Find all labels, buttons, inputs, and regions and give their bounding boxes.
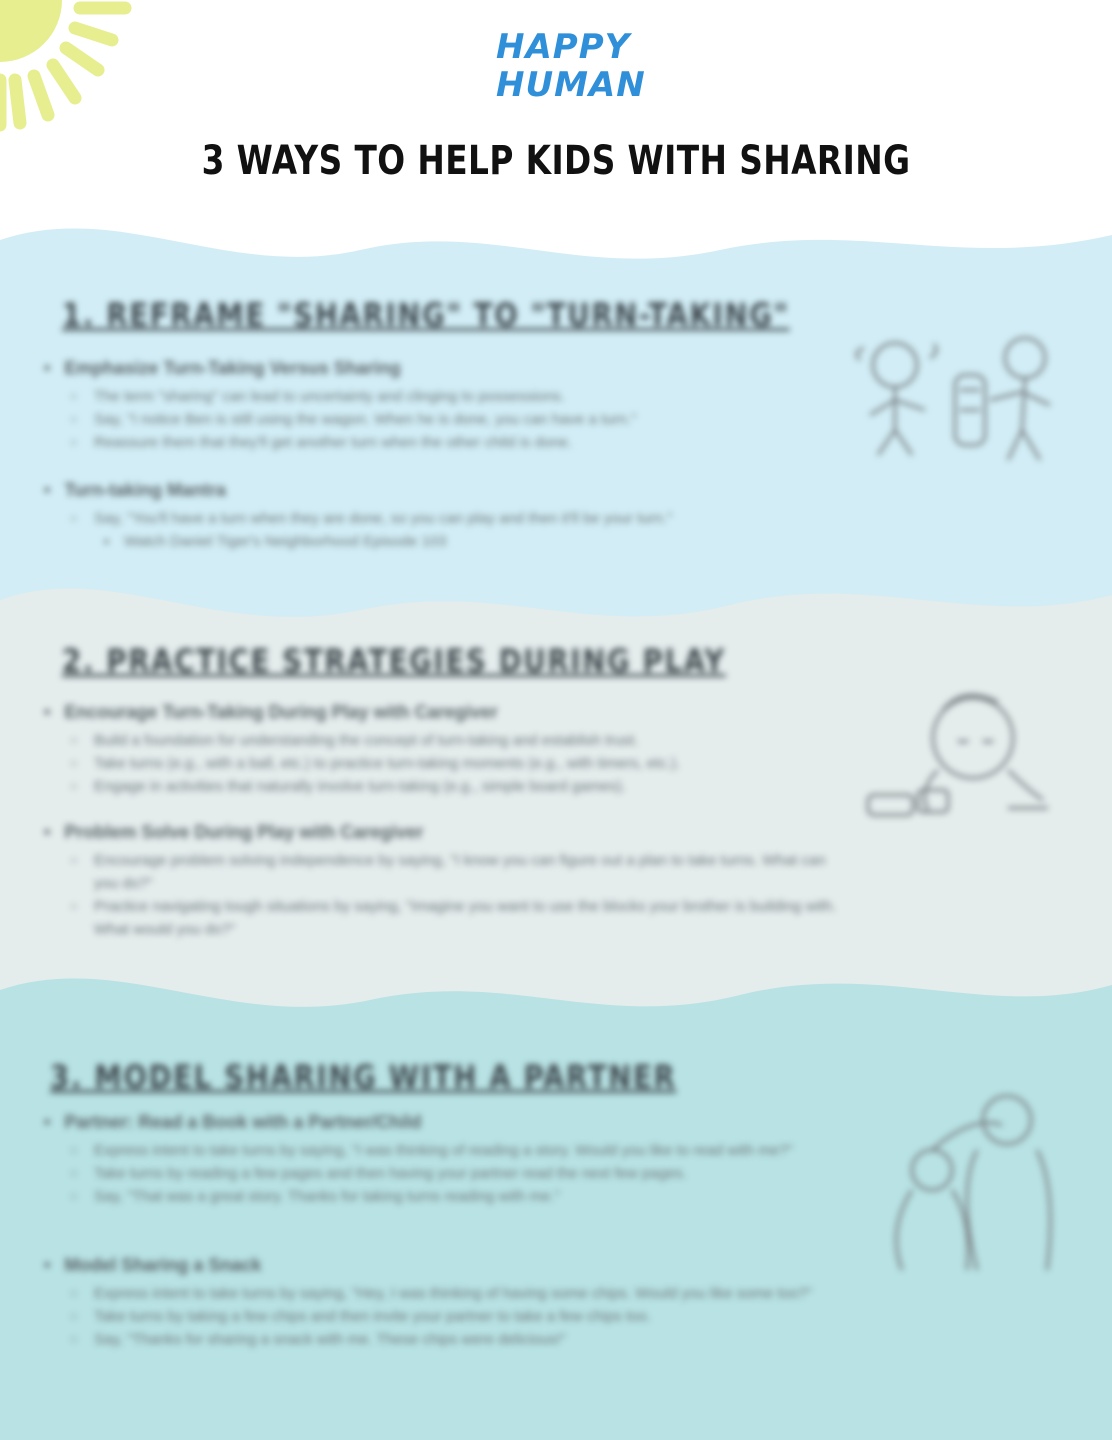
list-item: ○ Say, "You'll have a turn when they are done, so you can play and then it'll be your turn." bbox=[94, 507, 844, 530]
section-2-group-1 bbox=[44, 702, 844, 798]
list-item: ○ Take turns by taking a few chips and then invite your partner to take a few chips too. bbox=[94, 1305, 844, 1328]
logo-line-1: HAPPY bbox=[496, 27, 631, 67]
group-heading: • Partner: Read a Book with a Partner/Child bbox=[44, 1112, 844, 1133]
list-item: ○ Build a foundation for understanding the concept of turn-taking and establish trust. bbox=[94, 729, 844, 752]
list-item: ○ Engage in activities that naturally involve turn-taking (e.g., simple board games). bbox=[94, 775, 844, 798]
list-subitem: ■ Watch Daniel Tiger's Neighborhood Episode 103 bbox=[124, 530, 844, 553]
kids-playing-illustration bbox=[850, 330, 1065, 470]
group-heading: • Encourage Turn-Taking During Play with Caregiver bbox=[44, 702, 844, 723]
list-item: ○ Practice navigating tough situations by saying, "Imagine you want to use the blocks your brother is building with. What would you do?" bbox=[94, 895, 844, 941]
section-2-title: 2. PRACTICE STRATEGIES DURING PLAY bbox=[62, 642, 726, 680]
group-heading: • Turn-taking Mantra bbox=[44, 480, 844, 501]
list-item: ○ Express intent to take turns by saying, "I was thinking of reading a story. Would you like to read with me?" bbox=[94, 1139, 844, 1162]
list-item: ○ Say, "I notice Ben is still using the wagon. When he is done, you can have a turn." bbox=[94, 408, 844, 431]
list-item: ○ Take turns by reading a few pages and then having your partner read the next few pages. bbox=[94, 1162, 844, 1185]
list-item: ○ Express intent to take turns by saying, "Hey, I was thinking of having some chips. Would you like some too?" bbox=[94, 1282, 844, 1305]
child-with-toys-illustration bbox=[858, 690, 1063, 830]
parent-and-child-illustration bbox=[872, 1090, 1062, 1280]
group-heading: • Emphasize Turn-Taking Versus Sharing bbox=[44, 358, 844, 379]
logo bbox=[496, 27, 646, 112]
section-1-group-2 bbox=[44, 480, 844, 553]
section-1-title: 1. REFRAME "SHARING" TO "TURN-TAKING" bbox=[62, 296, 790, 334]
group-heading: • Model Sharing a Snack bbox=[44, 1255, 844, 1276]
page-title: 3 WAYS TO HELP KIDS WITH SHARING bbox=[201, 138, 911, 184]
group-heading: • Problem Solve During Play with Caregiver bbox=[44, 822, 844, 843]
section-3-group-1 bbox=[44, 1112, 844, 1208]
section-3-title: 3. MODEL SHARING WITH A PARTNER bbox=[50, 1058, 677, 1096]
list-item: ○ Encourage problem solving independence by saying, "I know you can figure out a plan to take turns. What can you do?" bbox=[94, 849, 844, 895]
section-1-group-1 bbox=[44, 358, 844, 454]
list-item: ○ The term "sharing" can lead to uncertainty and clinging to possessions. bbox=[94, 385, 844, 408]
section-2-group-2 bbox=[44, 822, 844, 941]
list-item: ○ Say, "Thanks for sharing a snack with me. These chips were delicious!" bbox=[94, 1328, 844, 1351]
sun-icon bbox=[0, 0, 150, 150]
list-item: ○ Say, "That was a great story. Thanks for taking turns reading with me." bbox=[94, 1185, 844, 1208]
list-item: ○ Take turns (e.g., with a ball, etc.) to practice turn-taking moments (e.g., with timers, etc.). bbox=[94, 752, 844, 775]
section-3-group-2 bbox=[44, 1255, 844, 1351]
logo-line-2: HUMAN bbox=[496, 65, 646, 105]
list-item: ○ Reassure them that they'll get another turn when the other child is done. bbox=[94, 431, 844, 454]
